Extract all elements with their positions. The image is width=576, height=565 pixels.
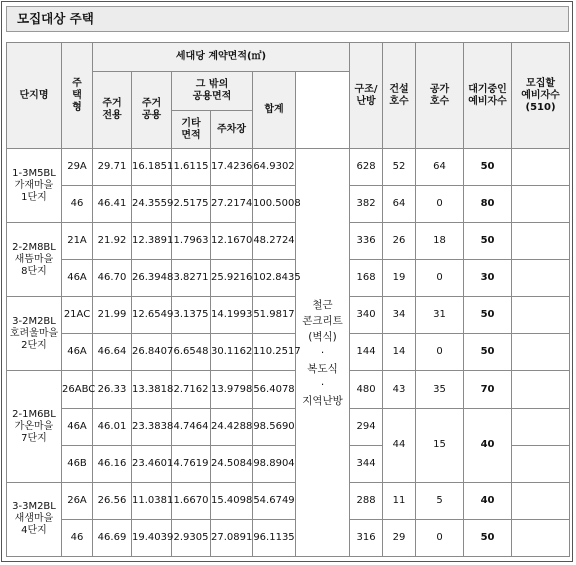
parking-area-cell: 24.5084 — [211, 445, 253, 482]
total-area-cell: 64.9302 — [253, 149, 296, 186]
note-cell — [512, 482, 570, 519]
built-count-cell: 288 — [350, 482, 383, 519]
shared-area-cell: 26.3948 — [132, 260, 172, 297]
note-cell — [512, 186, 570, 223]
built-count-cell: 294 — [350, 408, 383, 445]
exclusive-area-cell: 29.71 — [93, 149, 132, 186]
housing-type-cell: 29A — [62, 149, 93, 186]
complex-name-line: 2-1M6BL — [12, 408, 56, 420]
other-area-cell: 3.8271 — [172, 260, 211, 297]
total-area-cell: 51.9817 — [253, 297, 296, 334]
other-area-cell: 6.6548 — [172, 334, 211, 371]
header-built: 건설 호수 — [383, 43, 416, 149]
vacant-count-cell: 52 — [383, 149, 416, 186]
complex-name-line: 2단지 — [21, 339, 47, 351]
other-area-cell: 2.9305 — [172, 519, 211, 556]
waiting-count-cell: 18 — [416, 223, 464, 260]
total-area-cell: 110.2517 — [253, 334, 296, 371]
recruit-count-cell: 40 — [464, 408, 512, 482]
header-complex: 단지명 — [7, 43, 62, 149]
structure-line: 복도식 — [307, 362, 338, 375]
section-title: 모집대상 주택 — [6, 6, 569, 32]
recruit-count-cell: 50 — [464, 149, 512, 186]
waiting-count-cell: 0 — [416, 260, 464, 297]
shared-area-cell: 11.0381 — [132, 482, 172, 519]
table-row — [7, 186, 570, 223]
header-total: 합계 — [253, 72, 296, 149]
table-row — [7, 297, 570, 334]
vacant-count-cell: 64 — [383, 186, 416, 223]
housing-type-cell: 46A — [62, 334, 93, 371]
total-area-cell: 54.6749 — [253, 482, 296, 519]
housing-type-cell: 46B — [62, 445, 93, 482]
vacant-count-cell: 44 — [383, 408, 416, 482]
table-row — [7, 334, 570, 371]
exclusive-area-cell: 46.01 — [93, 408, 132, 445]
total-area-cell: 98.8904 — [253, 445, 296, 482]
complex-name-line: 3-2M2BL — [12, 315, 56, 327]
shared-area-cell: 24.3559 — [132, 186, 172, 223]
built-count-cell: 344 — [350, 445, 383, 482]
header-parking: 주차장 — [211, 111, 253, 149]
structure-line: 콘크리트 — [302, 314, 343, 327]
built-count-cell: 480 — [350, 371, 383, 408]
shared-area-cell: 26.8407 — [132, 334, 172, 371]
structure-line: 지역난방 — [302, 394, 343, 407]
housing-type-cell: 46A — [62, 260, 93, 297]
built-count-cell: 316 — [350, 519, 383, 556]
parking-area-cell: 15.4098 — [211, 482, 253, 519]
vacant-count-cell: 26 — [383, 223, 416, 260]
parking-area-cell: 25.9216 — [211, 260, 253, 297]
recruit-count-cell: 80 — [464, 186, 512, 223]
built-count-cell: 144 — [350, 334, 383, 371]
shared-area-cell: 12.3891 — [132, 223, 172, 260]
header-structure: 구조/난방 — [350, 43, 383, 149]
total-area-cell: 102.8435 — [253, 260, 296, 297]
header-housing-type: 주 택 형 — [62, 43, 93, 149]
note-cell — [512, 149, 570, 186]
total-area-cell: 48.2724 — [253, 223, 296, 260]
complex-name-line: 새뜸마을 — [14, 253, 54, 265]
built-count-cell: 628 — [350, 149, 383, 186]
total-area-cell: 100.5008 — [253, 186, 296, 223]
other-area-cell: 1.6115 — [172, 149, 211, 186]
built-count-cell: 336 — [350, 223, 383, 260]
recruit-count-cell: 40 — [464, 482, 512, 519]
complex-name-line: 8단지 — [21, 265, 47, 277]
other-area-cell: 1.6670 — [172, 482, 211, 519]
recruit-count-cell: 50 — [464, 519, 512, 556]
complex-name-line: 가재마을 — [14, 179, 54, 191]
recruit-count-cell: 70 — [464, 371, 512, 408]
shared-area-cell: 16.1851 — [132, 149, 172, 186]
complex-name-line: 4단지 — [21, 525, 47, 537]
complex-name-cell — [7, 149, 62, 223]
shared-area-cell: 23.4601 — [132, 445, 172, 482]
other-area-cell: 2.7162 — [172, 371, 211, 408]
other-area-cell: 3.1375 — [172, 297, 211, 334]
note-cell — [512, 371, 570, 408]
note-cell — [512, 445, 570, 482]
exclusive-area-cell: 26.33 — [93, 371, 132, 408]
header-recruit: 모집할 예비자수 (510) — [512, 43, 570, 149]
exclusive-area-cell: 21.99 — [93, 297, 132, 334]
complex-name-line: 1-3M5BL — [12, 167, 56, 179]
housing-type-cell: 21A — [62, 223, 93, 260]
waiting-count-cell: 0 — [416, 519, 464, 556]
parking-area-cell: 12.1670 — [211, 223, 253, 260]
header-contract-area: 세대당 계약면적(㎡) — [93, 43, 350, 72]
complex-name-line: 새샘마을 — [14, 513, 54, 525]
waiting-count-cell: 64 — [416, 149, 464, 186]
built-count-cell: 340 — [350, 297, 383, 334]
structure-cell — [296, 149, 350, 557]
header-other-shared: 그 밖의 공용면적 — [172, 72, 253, 111]
table-row — [7, 149, 570, 186]
complex-name-cell — [7, 371, 62, 482]
complex-name-cell — [7, 482, 62, 556]
recruit-count-cell: 30 — [464, 260, 512, 297]
complex-name-line: 가온마을 — [14, 420, 54, 432]
table-row — [7, 223, 570, 260]
header-shared: 주거 공용 — [132, 72, 172, 149]
built-count-cell: 168 — [350, 260, 383, 297]
shared-area-cell: 12.6549 — [132, 297, 172, 334]
recruit-count-cell: 50 — [464, 297, 512, 334]
table-row — [7, 519, 570, 556]
header-waiting: 대기중인 예비자수 — [464, 43, 512, 149]
housing-type-cell: 26ABC — [62, 371, 93, 408]
total-area-cell: 56.4078 — [253, 371, 296, 408]
table-row — [7, 482, 570, 519]
total-area-cell: 96.1135 — [253, 519, 296, 556]
shared-area-cell: 13.3818 — [132, 371, 172, 408]
housing-type-cell: 46A — [62, 408, 93, 445]
complex-name-line: 1단지 — [21, 191, 47, 203]
exclusive-area-cell: 46.70 — [93, 260, 132, 297]
waiting-count-cell: 0 — [416, 186, 464, 223]
complex-name-cell — [7, 223, 62, 297]
complex-name-line: 호려울마을 — [9, 327, 59, 339]
structure-line: 철근 — [312, 298, 333, 311]
note-cell — [512, 260, 570, 297]
complex-name-line: 7단지 — [21, 432, 47, 444]
vacant-count-cell: 43 — [383, 371, 416, 408]
housing-type-cell: 21AC — [62, 297, 93, 334]
header-exclusive: 주거 전용 — [93, 72, 132, 149]
other-area-cell: 2.5175 — [172, 186, 211, 223]
recruit-count-cell: 50 — [464, 334, 512, 371]
vacant-count-cell: 14 — [383, 334, 416, 371]
vacant-count-cell: 34 — [383, 297, 416, 334]
waiting-count-cell: 0 — [416, 334, 464, 371]
structure-line: · — [320, 346, 325, 359]
parking-area-cell: 30.1162 — [211, 334, 253, 371]
recruit-count-cell: 50 — [464, 223, 512, 260]
note-cell — [512, 519, 570, 556]
waiting-count-cell: 15 — [416, 408, 464, 482]
table-row — [7, 371, 570, 408]
other-area-cell: 1.7963 — [172, 223, 211, 260]
parking-area-cell: 14.1993 — [211, 297, 253, 334]
exclusive-area-cell: 21.92 — [93, 223, 132, 260]
housing-table — [6, 42, 570, 557]
waiting-count-cell: 5 — [416, 482, 464, 519]
parking-area-cell: 27.0891 — [211, 519, 253, 556]
exclusive-area-cell: 46.69 — [93, 519, 132, 556]
note-cell — [512, 334, 570, 371]
header-other-area: 기타 면적 — [172, 111, 211, 149]
other-area-cell: 4.7619 — [172, 445, 211, 482]
housing-type-cell: 46 — [62, 186, 93, 223]
table-row — [7, 260, 570, 297]
total-area-cell: 98.5690 — [253, 408, 296, 445]
vacant-count-cell: 19 — [383, 260, 416, 297]
exclusive-area-cell: 46.16 — [93, 445, 132, 482]
parking-area-cell: 24.4288 — [211, 408, 253, 445]
vacant-count-cell: 11 — [383, 482, 416, 519]
parking-area-cell: 13.9798 — [211, 371, 253, 408]
shared-area-cell: 23.3838 — [132, 408, 172, 445]
exclusive-area-cell: 46.41 — [93, 186, 132, 223]
complex-name-line: 2-2M8BL — [12, 241, 56, 253]
table-row — [7, 408, 570, 445]
complex-name-line: 3-3M2BL — [12, 501, 56, 513]
structure-line: · — [320, 378, 325, 391]
note-cell — [512, 223, 570, 260]
vacant-count-cell: 29 — [383, 519, 416, 556]
exclusive-area-cell: 46.64 — [93, 334, 132, 371]
waiting-count-cell: 31 — [416, 297, 464, 334]
other-area-cell: 4.7464 — [172, 408, 211, 445]
parking-area-cell: 17.4236 — [211, 149, 253, 186]
housing-type-cell: 26A — [62, 482, 93, 519]
shared-area-cell: 19.4039 — [132, 519, 172, 556]
structure-line: (벽식) — [308, 330, 337, 343]
header-vacant: 공가 호수 — [416, 43, 464, 149]
parking-area-cell: 27.2174 — [211, 186, 253, 223]
note-cell — [512, 297, 570, 334]
complex-name-cell — [7, 297, 62, 371]
housing-type-cell: 46 — [62, 519, 93, 556]
note-cell — [512, 408, 570, 445]
waiting-count-cell: 35 — [416, 371, 464, 408]
exclusive-area-cell: 26.56 — [93, 482, 132, 519]
built-count-cell: 382 — [350, 186, 383, 223]
